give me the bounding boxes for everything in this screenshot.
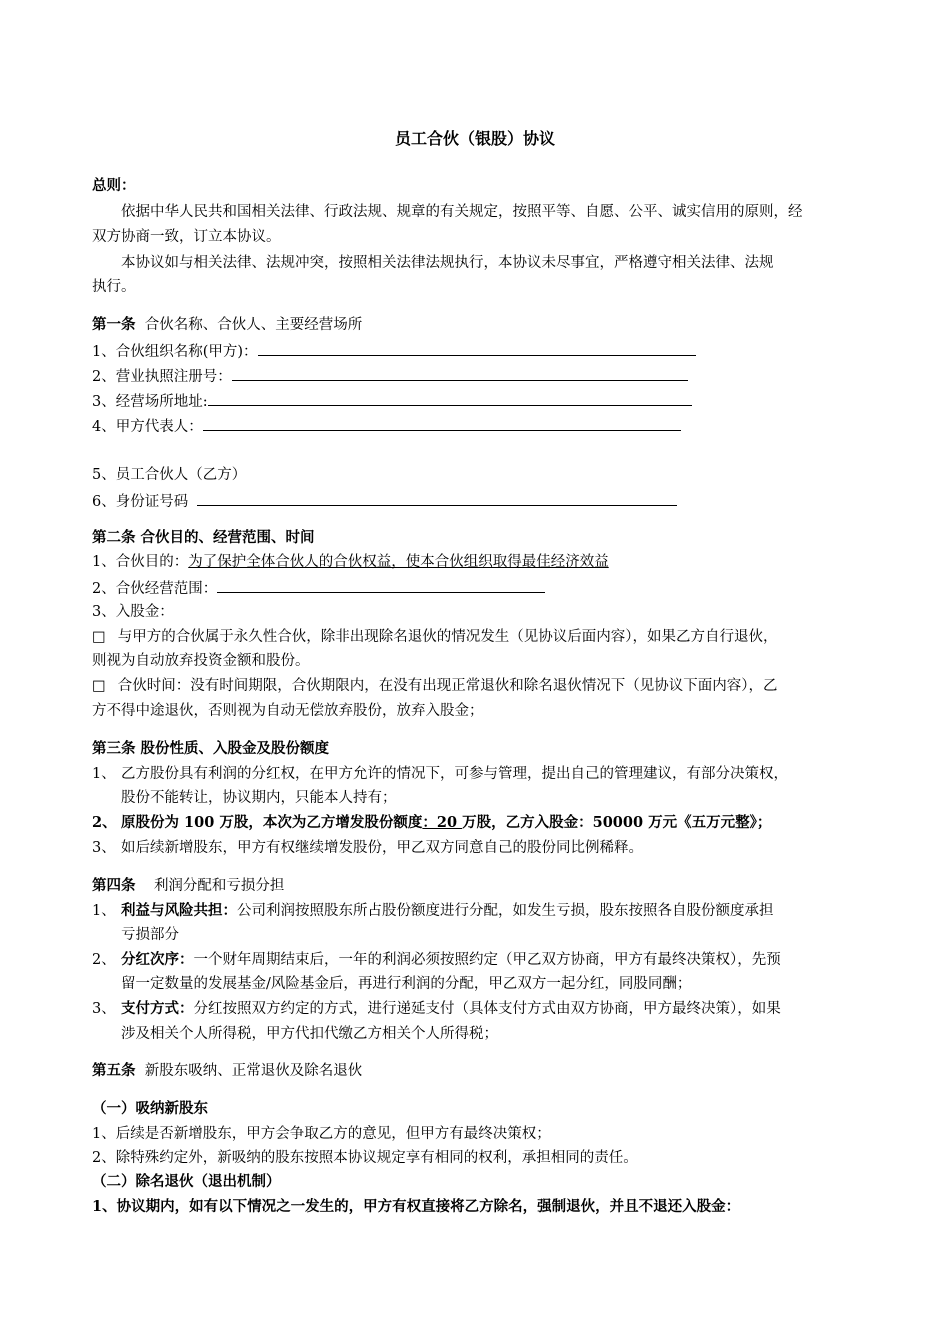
field-partner: 5、员工合伙人（乙方） [92,467,247,483]
article-4-heading [92,876,284,896]
field-license-no-label: 2、营业执照注册号： [92,369,232,385]
art5-sub-1-item-1: 1、后续是否新增股东，甲方会争取乙方的意见，但甲方有最终决策权； [92,1126,551,1142]
field-org-name-label: 1、合伙组织名称(甲方)： [92,344,258,360]
art4-item-2-line2: 留一定数量的发展基金/风险基金后，再进行利润的分配，甲乙双方一起分红，同股同酬； [121,976,692,992]
general-p2-line2: 执行。 [92,279,136,295]
art2-option-1 [92,627,777,647]
article-5-heading [92,1061,362,1081]
checkbox-icon[interactable]: □ [92,629,106,645]
art3-item-1-num: 1、 [92,766,116,782]
art4-item-1-line1: 公司利润按照股东所占股份额度进行分配，如发生亏损，股东按照各自股份额度承担 [237,903,774,919]
art3-item-2-pre: 原股份为 100 万股，本次为乙方增发股份额度 [121,814,423,831]
art3-item-2-num: 2、 [92,814,117,831]
art3-item-3 [92,838,643,858]
art4-item-1-line2: 亏损部分 [121,927,179,943]
art2-capital-label: 3、入股金： [92,604,174,620]
general-p2-line1: 本协议如与相关法律、法规冲突，按照相关法律法规执行，本协议未尽事宜，严格遵守相关法律、法规 [121,255,774,271]
art2-option-2-line1: 合伙时间：没有时间期限，合伙期限内，在没有出现正常退伙和除名退伙情况下（见协议下面内容），乙 [117,678,778,694]
art3-item-2-post: 万股，乙方入股金：50000 万元《五万元整》； [462,814,772,831]
art4-item-3-line2: 涉及相关个人所得税，甲方代扣代缴乙方相关个人所得税； [121,1026,498,1042]
field-license-no-blank[interactable] [232,365,688,381]
art5-sub-2: （二）除名退伙（退出机制） [92,1173,281,1190]
art5-sub-1-item-2: 2、除特殊约定外，新吸纳的股东按照本协议规定享有相同的权利，承担相同的责任。 [92,1150,638,1166]
article-5-label: 第五条 [92,1062,136,1079]
art2-option-2 [92,676,777,696]
art4-item-2-line1: 一个财年周期结束后，一年的利润必须按照约定（甲乙双方协商，甲方有最终决策权），先预 [193,952,781,968]
art3-item-1-line2: 股份不能转让，协议期内，只能本人持有； [121,790,397,806]
field-id-number [92,490,677,512]
art2-option-1-line2: 则视为自动放弃投资金额和股份。 [92,653,310,669]
article-1-title: 合伙名称、合伙人、主要经营场所 [144,317,363,333]
art2-purpose-label: 1、合伙目的： [92,554,189,570]
art3-item-3-num: 3、 [92,840,116,856]
field-org-name-blank[interactable] [258,340,696,356]
art3-item-1 [92,764,788,784]
article-4-label: 第四条 [92,877,136,894]
general-p1-line1: 依据中华人民共和国相关法律、行政法规、规章的有关规定，按照平等、自愿、公平、诚实信用的原则，经 [121,204,803,220]
field-org-name [92,340,696,362]
article-4-title: 利润分配和亏损分担 [153,878,285,894]
art3-item-3-text: 如后续新增股东，甲方有权继续增发股份，甲乙双方同意自己的股份同比例稀释。 [121,840,643,856]
art2-scope-label: 2、合伙经营范围： [92,581,218,597]
general-heading: 总则： [92,177,136,194]
general-p1-line2: 双方协商一致，订立本协议。 [92,229,281,245]
art4-item-2-num: 2、 [92,952,116,968]
art4-item-3-bold: 支付方式： [121,1000,194,1017]
field-representative-label: 4、甲方代表人： [92,419,203,435]
field-address-blank[interactable] [208,390,692,406]
art4-item-2 [92,950,781,970]
field-address [92,390,692,412]
article-5-title: 新股东吸纳、正常退伙及除名退伙 [144,1063,363,1079]
art4-item-3-num: 3、 [92,1001,116,1017]
field-id-number-blank[interactable] [197,490,677,506]
art4-item-1-bold: 利益与风险共担： [121,902,237,919]
art2-purpose-value: 为了保护全体合伙人的合伙权益，使本合伙组织取得最佳经济效益 [188,554,609,570]
art3-item-2-amount: ：20 [422,814,463,831]
art5-sub-1: （一）吸纳新股东 [92,1100,208,1117]
art2-option-1-line1: 与甲方的合伙属于永久性合伙，除非出现除名退伙的情况发生（见协议后面内容），如果乙方自行退伙， [117,629,778,645]
art4-item-1 [92,901,774,921]
field-representative-blank[interactable] [203,415,681,431]
art5-sub-2-item-1: 1、协议期内，如有以下情况之一发生的，甲方有权直接将乙方除名，强制退伙，并且不退还入股金： [92,1198,741,1215]
art3-item-2 [92,813,771,833]
art3-item-1-line1: 乙方股份具有利润的分红权，在甲方允许的情况下，可参与管理，提出自己的管理建议，有部分决策权， [121,766,788,782]
art4-item-3 [92,999,781,1019]
article-2-heading: 第二条 合伙目的、经营范围、时间 [92,529,315,546]
art2-scope [92,577,545,599]
art2-purpose [92,552,609,572]
document-title: 员工合伙（银股）协议 [394,129,555,148]
article-1-label: 第一条 [92,316,136,333]
art4-item-1-num: 1、 [92,903,116,919]
article-3-heading: 第三条 股份性质、入股金及股份额度 [92,740,330,757]
art2-scope-blank[interactable] [217,577,545,593]
art2-option-2-line2: 方不得中途退伙，否则视为自动无偿放弃股份，放弃入股金； [92,703,484,719]
field-address-label: 3、经营场所地址: [92,394,208,410]
field-id-number-label: 6、身份证号码 [92,494,189,510]
checkbox-icon[interactable]: □ [92,678,106,694]
art4-item-3-line1: 分红按照双方约定的方式，进行递延支付（具体支付方式由双方协商，甲方最终决策），如果 [193,1001,781,1017]
field-representative [92,415,681,437]
field-license-no [92,365,688,387]
article-1-heading [92,315,362,335]
art4-item-2-bold: 分红次序： [121,951,194,968]
